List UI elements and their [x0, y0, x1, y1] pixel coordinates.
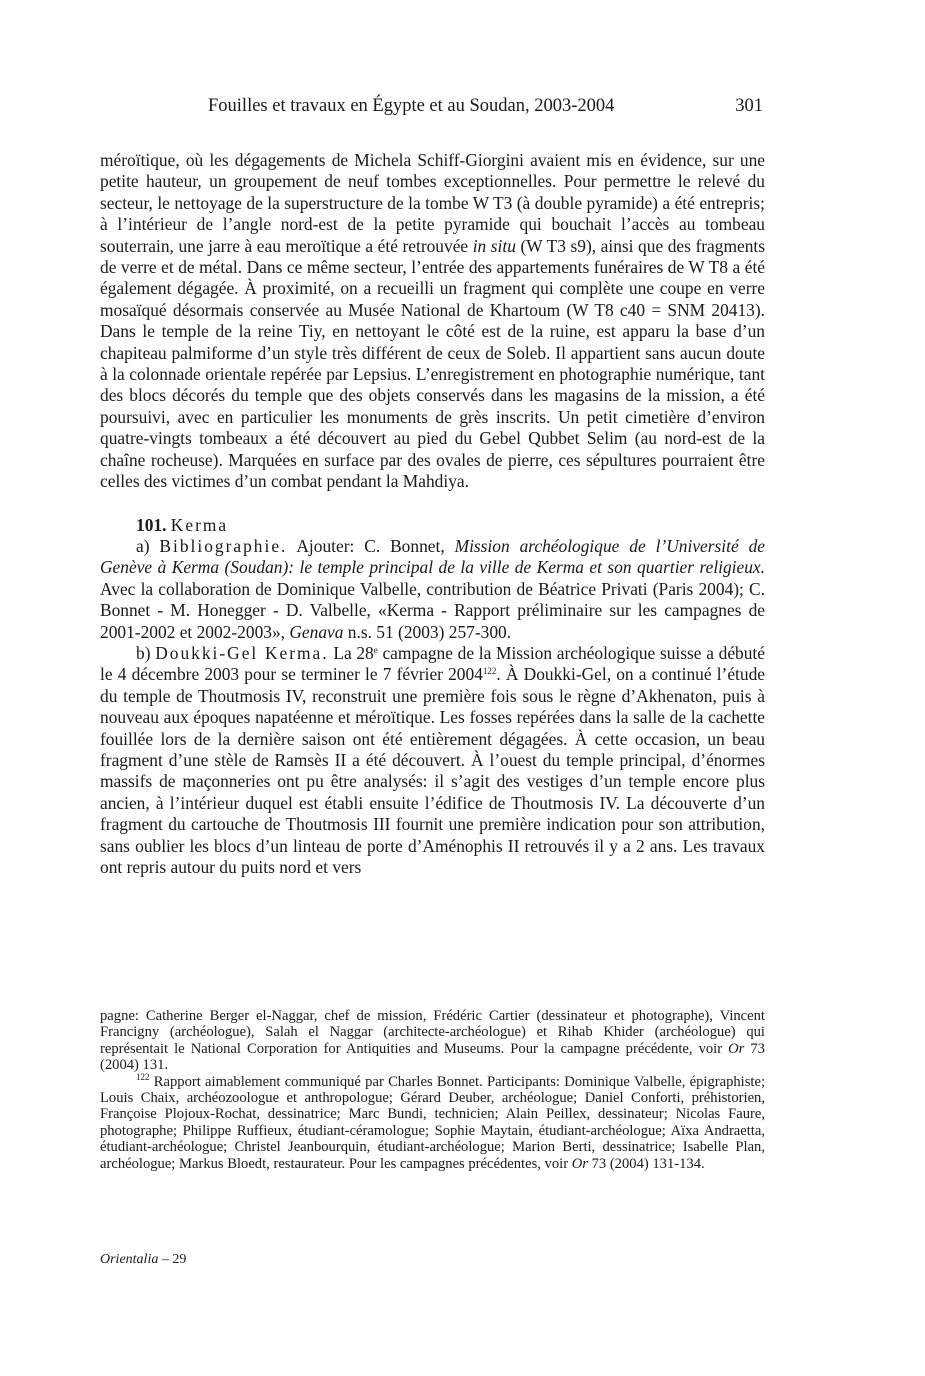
section-heading [100, 515, 765, 536]
footnote-121-ref: 73 (2004) 131. [100, 1040, 765, 1074]
footnote-121-journal: Or [728, 1040, 745, 1057]
para-a-book-title: Mission archéologique de l’Université de Genève à Kerma (Soudan): le temple principal de la ville de Kerma et son quartier religieux. [100, 535, 765, 578]
para-a-text-2: Avec la collaboration de Dominique Valbelle, contribution de Béatrice Privati (Paris 2004); C. Bonnet - M. Honegger - D. Valbelle, «Kerma - Rapport préliminaire sur les campagnes de 2001-2002 et 2002-2003», [100, 578, 765, 642]
main-text [100, 150, 765, 878]
in-situ-italic: in situ [472, 235, 516, 256]
footnote-121-continued [100, 1008, 765, 1074]
paragraph-a [100, 536, 765, 643]
footnote-122-ref: 73 (2004) 131-134. [587, 1155, 705, 1172]
section-title: Kerma [170, 514, 229, 535]
footnote-reference-122[interactable]: 122 [482, 666, 497, 677]
para-a-text-1: Ajouter: C. Bonnet, [287, 535, 455, 556]
footer-journal: Orientalia [100, 1252, 159, 1267]
intro-text-2: (W T3 s9), ainsi que des fragments de verre et de métal. Dans ce même secteur, l’entrée des appartements funéraires de W T8 a été également dégagée. À proximité, on a recueilli un fragment qui complète une coupe en verre mosaïqué désormais conservée au Musée National de Khartoum (W T8 c40 = SNM 20413). Dans le temple de la reine Tiy, en nettoyant le côté est de la ruine, est apparu la base d’un chapiteau palmiforme d’un style très différent de ceux de Soleb. Il appartient sans aucun doute à la colonnade orientale repérée par Lepsius. L’enregistrement en photographie numérique, tant des blocs décorés du temple que des objets conservés dans les magasins de la mission, a été poursuivi, avec en particulier les monuments de grès inscrits. Un petit cimetière d’environ quatre-vingts tombeaux a été découvert au pied du Gebel Qubbet Selim (au nord-est de la chaîne rocheuse). Marquées en surface par des ovales de pierre, ces sépultures pourraient être celles des victimes d’un combat pendant la Mahdiya. [100, 235, 765, 492]
footnotes [100, 1008, 765, 1172]
intro-paragraph [100, 150, 765, 493]
page-number: 301 [735, 96, 763, 116]
para-b-text-2: campagne de la Mission archéologique suisse a débuté le 4 décembre 2003 pour se terminer le 7 février 2004 [100, 642, 765, 685]
para-b-text-1: La 28 [328, 642, 374, 663]
intro-text-1: méroïtique, où les dégagements de Michela Schiff-Giorgini avaient mis en évidence, sur une petite hauteur, un groupement de neuf tombes exceptionnelles. Pour permettre le relevé du secteur, le nettoyage de la superstructure de la tombe W T3 (à double pyramide) a été entrepris; à l’intérieur de l’angle nord-est de la petite pyramide qui bouchait l’accès au tombeau souterrain, une jarre à eau meroïtique a été retrouvée [100, 150, 765, 256]
footnote-122-number: 122 [136, 1071, 150, 1082]
footer-separator: – [158, 1252, 173, 1267]
footer-signature: 29 [172, 1252, 187, 1267]
ordinal-superscript: e [373, 644, 378, 655]
footnote-122-text: Rapport aimablement communiqué par Charles Bonnet. Participants: Dominique Valbelle, épigraphiste; Louis Chaix, archéozoologue et anthropologue; Gérard Deuber, archéologue; Daniel Conforti, préhistorien, Françoise Plojoux-Rochat, dessinatrice; Marc Bundi, technicien; Alain Peillex, dessinateur; Nicolas Faure, photographe; Philippe Ruffieux, étudiant-céramologue; Sophie Maytain, étudiant-archéologue; Aïxa Andraetta, étudiant-archéologue; Christel Jeanbourquin, étudiant-archéologue; Marion Berti, dessinatrice; Isabelle Plan, archéologue; Markus Bloedt, restaurateur. Pour les campagnes précédentes, voir [100, 1073, 765, 1172]
para-b-text-3: . À Doukki-Gel, on a continué l’étude du temple de Thoutmosis IV, reconstruit une première fois sous le règne d’Akhenaton, puis à nouveau aux époques napatéenne et méroïtique. Les fosses repérées dans la salle de la cachette fouillée lors de la dernière saison ont été entièrement dégagées. À cette occasion, un beau fragment d’une stèle de Ramsès II a été découvert. À l’ouest du temple principal, d’énormes massifs de maçonneries ont pu être analysés: il s’agit des vestiges d’un temple encore plus ancien, à l’intérieur duquel est établi ensuite l’édifice de Thoutmosis IV. La découverte d’un fragment du cartouche de Thoutmosis III fournit une première indication pour son attribution, sans oublier les blocs d’un linteau de porte d’Aménophis II retrouvés il y a 2 ans. Les travaux ont repris autour du puits nord et vers [100, 664, 765, 877]
para-a-label: a) [136, 535, 160, 556]
section-gap [100, 493, 765, 515]
para-a-journal: Genava [289, 621, 344, 642]
running-title: Fouilles et travaux en Égypte et au Soudan, 2003-2004 [208, 96, 615, 116]
page-footer [100, 1252, 186, 1268]
section-number: 101. [136, 514, 167, 535]
para-b-heading: Doukki-Gel Kerma. [155, 642, 329, 663]
footnote-121-text: pagne: Catherine Berger el-Naggar, chef de mission, Frédéric Cartier (dessinateur et photographe), Vincent Francigny (archéologue), Salah el Naggar (architecte-archéologue) et Rihab Khider (archéologue) qui représentait le National Corporation for Antiquities and Museums. Pour la campagne précédente, voir [100, 1008, 765, 1057]
para-a-text-3: n.s. 51 (2003) 257-300. [343, 621, 512, 642]
footnote-122 [100, 1071, 765, 1172]
para-a-heading: Bibliographie. [159, 535, 288, 556]
para-b-label: b) [136, 642, 156, 663]
paragraph-b [100, 643, 765, 878]
footnote-122-journal: Or [571, 1155, 588, 1172]
running-header [100, 96, 765, 120]
